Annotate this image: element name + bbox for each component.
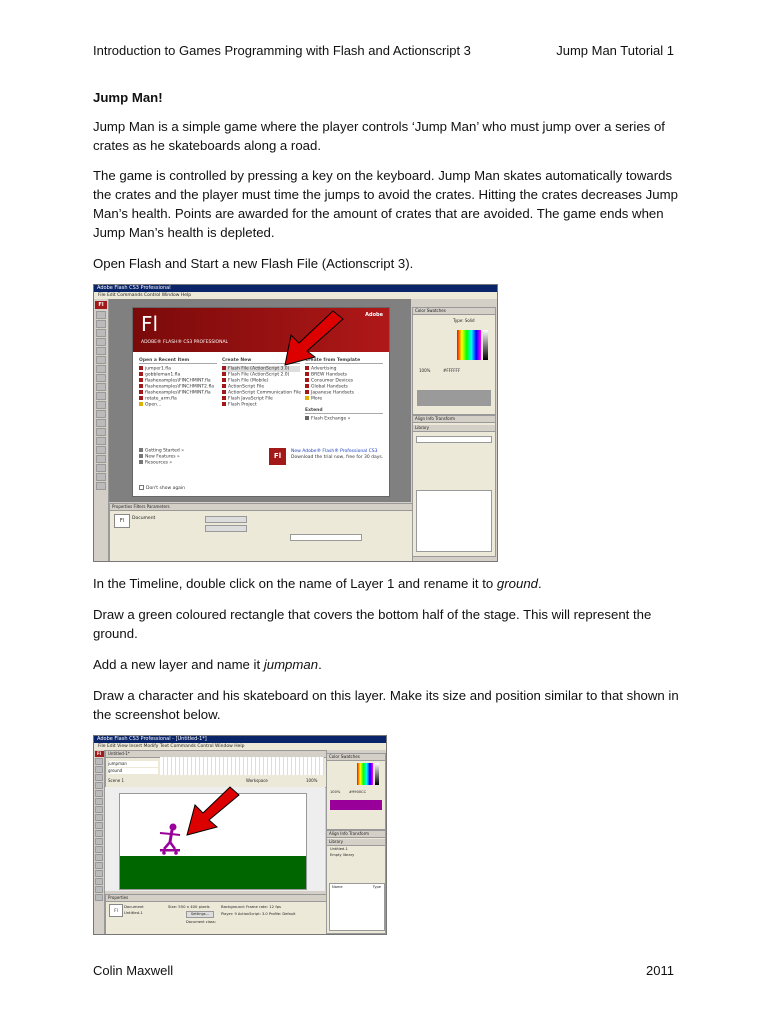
- create-new: Create New Flash File (ActionScript 3.0) Flash File (ActionScript 2.0) Flash File (Mobile) ActionScript File ActionScript Communication File Flash JavaScript File Flash Project: [222, 358, 302, 408]
- adobe-logo: Adobe: [365, 312, 383, 318]
- recent-items: Open a Recent Item jumper1.fla gobbleman1.fla flashexamples\FINCHMINT.fla flashexamples\FINCHMINT2.fla flashexamples\FINCHMINT.fla rotate_arm.fla Open...: [139, 358, 217, 408]
- screenshot-flash-stage: [93, 735, 387, 935]
- link[interactable]: Getting Started »: [139, 448, 249, 454]
- properties-panel: Properties Fl Document Untitled-1 Size: 550 x 400 pixels Background: Frame rate: 12 fps Settings... Player: 9 ActionScript: 3.0 Profile: Default Document class:: [105, 894, 327, 935]
- list-item[interactable]: jumper1.fla: [139, 366, 217, 372]
- flash-logo-icon: Fl: [95, 751, 104, 757]
- list-item[interactable]: More: [305, 396, 383, 402]
- color-panel: Color Swatches Type: Solid 100% #FFFFFF: [412, 307, 496, 415]
- list-item[interactable]: Japanese Handsets: [305, 390, 383, 396]
- paragraph-controls: The game is controlled by pressing a key on the keyboard. Jump Man skates automatically towards the crates and the player must time the jumps to avoid the crates. Hitting the crates decreases Jump Man’s health. Points are awarded for the amount of crates that are avoided. The game ends when Jump Man’s health is depleted.: [93, 168, 678, 240]
- list-item[interactable]: Global Handsets: [305, 384, 383, 390]
- list-item[interactable]: flashexamples\FINCHMINT2.fla: [139, 384, 217, 390]
- list-item[interactable]: flashexamples\FINCHMINT.fla: [139, 378, 217, 384]
- list-item[interactable]: Advertising: [305, 366, 383, 372]
- list-item[interactable]: Flash File (Mobile): [222, 378, 300, 384]
- window-title: Adobe Flash CS3 Professional - [Untitled-1*]: [94, 736, 386, 743]
- dont-show-again[interactable]: Don't show again: [139, 485, 259, 491]
- list-item[interactable]: Open...: [139, 402, 217, 408]
- paragraph-draw-ground: Draw a green coloured rectangle that covers the bottom half of the stage. This will represent the ground.: [93, 607, 652, 641]
- welcome-banner: [133, 308, 389, 352]
- promo: [291, 449, 385, 461]
- getting-started-links: [139, 448, 249, 466]
- properties-panel: Properties Filters Parameters Fl Document: [109, 503, 413, 562]
- footer-year: 2011: [646, 963, 674, 978]
- list-item[interactable]: ActionScript File: [222, 384, 300, 390]
- fl-logo: Fl: [141, 312, 159, 336]
- paragraph-open-flash: Open Flash and Start a new Flash File (Actionscript 3).: [93, 256, 414, 271]
- settings-button[interactable]: Settings...: [186, 911, 214, 918]
- color-swatch: [330, 800, 382, 810]
- flash-promo-icon: Fl: [269, 448, 286, 465]
- tools-panel: [94, 750, 105, 934]
- window-title: Adobe Flash CS3 Professional: [94, 285, 497, 292]
- layer-jumpman[interactable]: jumpman: [108, 761, 158, 767]
- list-item[interactable]: Flash Exchange »: [305, 416, 383, 422]
- list-item[interactable]: Consumer Devices: [305, 378, 383, 384]
- library-panel: Align Info Transform Library: [412, 415, 496, 557]
- header-right: Jump Man Tutorial 1: [556, 43, 674, 58]
- paragraph-draw-character: Draw a character and his skateboard on this layer. Make its size and position similar to that shown in the screenshot below.: [93, 688, 679, 722]
- library-panel: Align Info Transform Library Untitled-1 Empty library Name Type: [326, 830, 386, 934]
- tools-panel: [94, 299, 109, 561]
- color-panel: Color Swatches 100% #9900CC: [326, 753, 386, 830]
- red-arrow-icon: [269, 309, 349, 369]
- stage-area: [109, 299, 411, 502]
- paragraph-intro: Jump Man is a simple game where the player controls ‘Jump Man’ who must jump over a series of crates as he skateboards along a road.: [93, 119, 665, 153]
- menu-bar: File Edit Commands Control Window Help: [94, 292, 497, 299]
- menu-bar: File Edit View Insert Modify Text Commands Control Window Help: [94, 743, 386, 750]
- layer-ground[interactable]: ground: [108, 768, 158, 774]
- screenshot-flash-welcome: [93, 284, 498, 562]
- list-item[interactable]: gobbleman1.fla: [139, 372, 217, 378]
- product-name: ADOBE® FLASH® CS3 PROFESSIONAL: [141, 340, 229, 345]
- list-item[interactable]: flashexamples\FINCHMINT.fla: [139, 390, 217, 396]
- welcome-screen: [132, 307, 390, 497]
- list-item[interactable]: ActionScript Communication File: [222, 390, 300, 396]
- link[interactable]: Resources »: [139, 460, 249, 466]
- list-item[interactable]: Flash Project: [222, 402, 300, 408]
- promo-title[interactable]: New Adobe® Flash® Professional CS3: [291, 449, 378, 454]
- list-item[interactable]: Flash JavaScript File: [222, 396, 300, 402]
- footer-author: Colin Maxwell: [93, 963, 174, 978]
- flash-logo-icon: Fl: [95, 301, 107, 309]
- list-item[interactable]: Flash File (ActionScript 3.0): [222, 366, 300, 372]
- link[interactable]: New Features »: [139, 454, 249, 460]
- red-arrow-icon: [175, 785, 245, 837]
- header-left: Introduction to Games Programming with Flash and Actionscript 3: [93, 43, 471, 58]
- page-title: Jump Man!: [93, 90, 163, 105]
- create-from-template: Create from Template Advertising BREW Handsets Consumer Devices Global Handsets Japanese Handsets More Extend Flash Exchange »: [305, 358, 383, 422]
- ground-rectangle: [120, 856, 306, 889]
- stage-area: [105, 787, 325, 891]
- paragraph-rename-layer: In the Timeline, double click on the name of Layer 1 and rename it to ground.: [93, 576, 542, 591]
- paragraph-new-layer: Add a new layer and name it jumpman.: [93, 657, 322, 672]
- list-item[interactable]: BREW Handsets: [305, 372, 383, 378]
- list-item[interactable]: Flash File (ActionScript 2.0): [222, 372, 300, 378]
- list-item[interactable]: rotate_arm.fla: [139, 396, 217, 402]
- timeline-panel: Untitled-1* jumpman ground Scene 1 Workspace 100%: [105, 750, 327, 788]
- promo-text: Download the trial now, free for 30 days.: [291, 455, 384, 460]
